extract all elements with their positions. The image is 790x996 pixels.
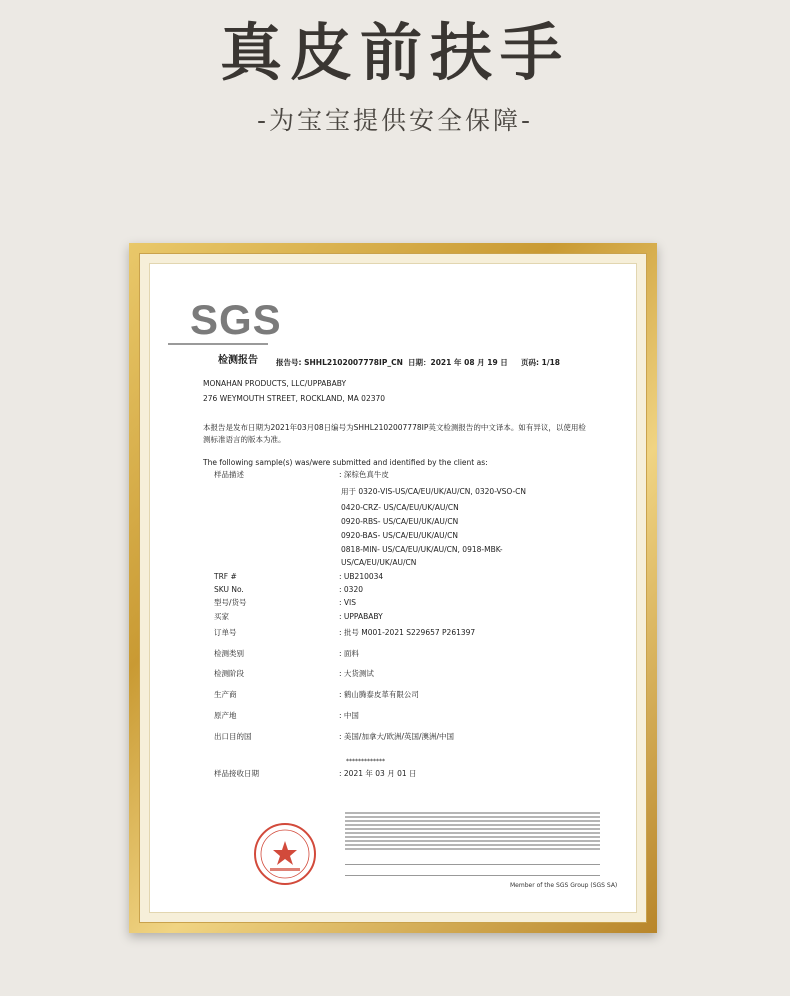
field-label: 型号/货号 bbox=[214, 598, 247, 607]
field-value: : 深棕色真牛皮 bbox=[339, 470, 389, 479]
field-value: : 0320 bbox=[339, 585, 363, 594]
official-seal-stamp bbox=[250, 819, 320, 889]
certificate-paper bbox=[149, 263, 637, 913]
translation-notice-cont: 测标准语言的版本为准。 bbox=[203, 435, 286, 444]
sgs-logo: SGS bbox=[190, 296, 282, 343]
field-value: US/CA/EU/UK/AU/CN bbox=[341, 558, 417, 567]
field-label: 买家 bbox=[214, 612, 229, 621]
logo-underline bbox=[168, 343, 268, 345]
field-label: 出口目的国 bbox=[214, 732, 252, 741]
report-number: 报告号: SHHL2102007778IP_CN bbox=[276, 358, 403, 367]
client-name: MONAHAN PRODUCTS, LLC/UPPABABY bbox=[203, 379, 347, 388]
address-line-top bbox=[345, 864, 600, 865]
field-label: 样品接收日期 bbox=[214, 769, 259, 778]
field-value: : UPPABABY bbox=[339, 612, 383, 621]
field-value: 0920-BAS- US/CA/EU/UK/AU/CN bbox=[341, 531, 459, 540]
field-label: SKU No. bbox=[214, 585, 244, 594]
field-value: : 面料 bbox=[339, 649, 359, 658]
client-address: 276 WEYMOUTH STREET, ROCKLAND, MA 02370 bbox=[203, 394, 386, 403]
field-label: 原产地 bbox=[214, 711, 237, 720]
field-value: 0420-CRZ- US/CA/EU/UK/AU/CN bbox=[341, 503, 459, 512]
address-line-bottom bbox=[345, 875, 600, 876]
field-label: 订单号 bbox=[214, 628, 237, 637]
field-label: 检测阶段 bbox=[214, 669, 244, 678]
field-label: 检测类别 bbox=[214, 649, 244, 658]
page-title: 真皮前扶手 bbox=[219, 16, 570, 89]
fine-print-terms bbox=[345, 812, 600, 856]
end-marker: ************* bbox=[346, 758, 385, 765]
field-value: : 鹤山腾泰皮革有限公司 bbox=[339, 690, 419, 699]
field-value: : 中国 bbox=[339, 711, 359, 720]
field-value: : VIS bbox=[339, 598, 357, 607]
sample-intro: The following sample(s) was/were submitted and identified by the client as: bbox=[203, 458, 488, 467]
sgs-member-footer: Member of the SGS Group (SGS SA) bbox=[510, 882, 618, 889]
field-label: 生产商 bbox=[214, 690, 237, 699]
translation-notice: 本报告是发布日期为2021年03月08日编号为SHHL2102007778IP英文检测报告的中文译本。如有异议，以使用检 bbox=[203, 423, 586, 432]
field-value: : UB210034 bbox=[339, 572, 384, 581]
field-value: : 美国/加拿大/欧洲/英国/澳洲/中国 bbox=[339, 732, 455, 741]
page-subtitle: -为宝宝提供安全保障- bbox=[256, 106, 534, 135]
field-value: 0920-RBS- US/CA/EU/UK/AU/CN bbox=[341, 517, 459, 526]
field-value: 0818-MIN- US/CA/EU/UK/AU/CN, 0918-MBK- bbox=[341, 545, 503, 554]
picture-frame bbox=[129, 243, 657, 933]
field-value: : 大货测试 bbox=[339, 669, 374, 678]
field-label: 样品描述 bbox=[214, 470, 244, 479]
frame-mat bbox=[139, 253, 647, 923]
field-label: TRF # bbox=[214, 572, 237, 581]
report-title: 检测报告 bbox=[218, 355, 258, 366]
field-value: : 2021 年 03 月 01 日 bbox=[339, 769, 417, 778]
field-value: : 批号 M001-2021 S229657 P261397 bbox=[339, 628, 476, 637]
field-value: 用于 0320-VIS-US/CA/EU/UK/AU/CN, 0320-VSO-CN bbox=[341, 487, 527, 496]
report-date: 日期：2021 年 08 月 19 日 bbox=[408, 358, 508, 367]
page-number: 页码: 1/18 bbox=[521, 358, 561, 367]
